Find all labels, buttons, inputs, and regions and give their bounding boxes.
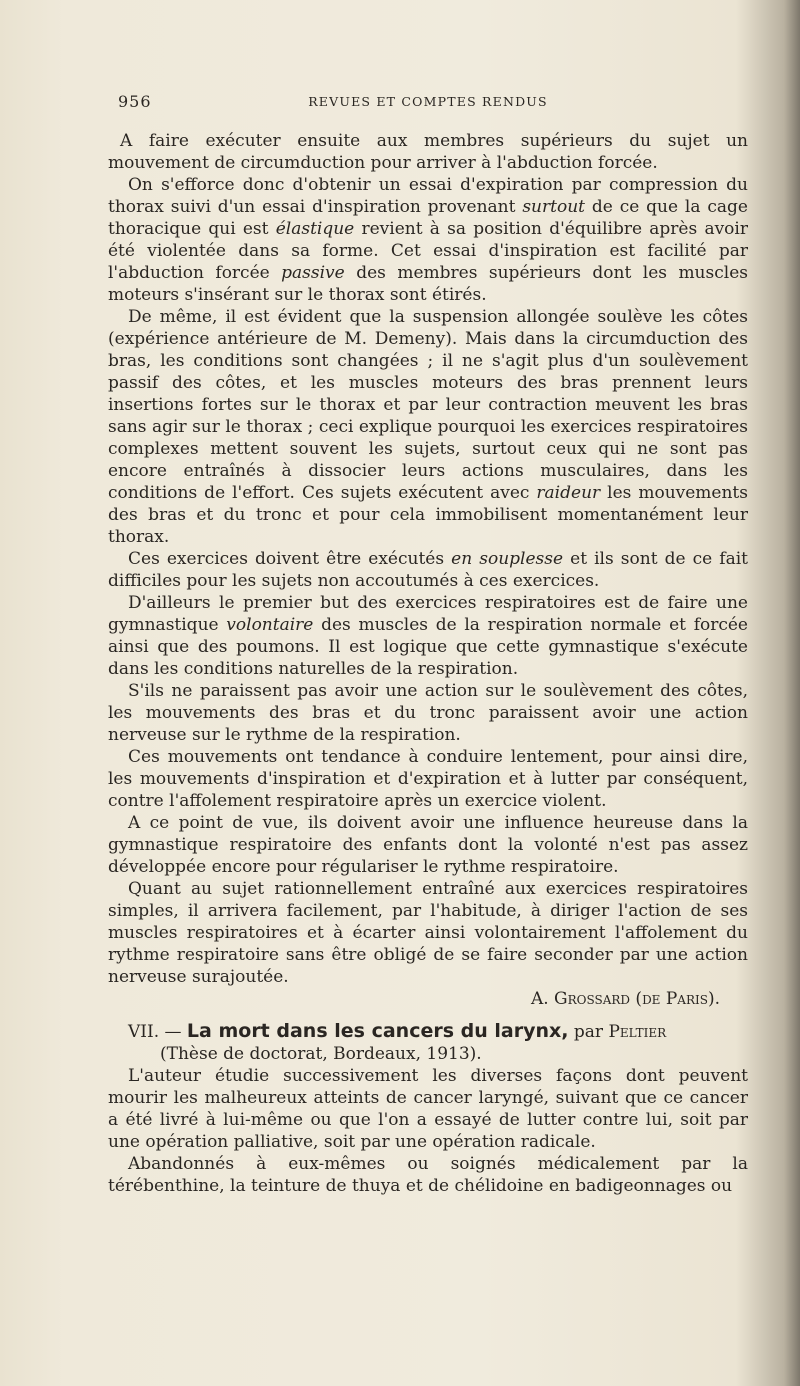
section-heading [108, 1020, 748, 1043]
signature-line [108, 988, 748, 1010]
review-signature: A. Grossard (de Paris). [530, 989, 720, 1009]
running-title: REVUES ET COMPTES RENDUS [308, 94, 548, 109]
paragraph: S'ils ne paraissent pas avoir une action sur le soulèvement des côtes, les mouvements des bras et du tronc paraissent avoir une action nerveuse sur le rythme de la respiration. [108, 681, 748, 745]
paragraph: Ces exercices doivent être exécutés en souplesse et ils sont de ce fait difficiles pour les sujets non accoutumés à ces exercices. [108, 549, 748, 591]
paragraph: A ce point de vue, ils doivent avoir une influence heureuse dans la gymnastique respiratoire des enfants dont la volonté n'est pas assez développée encore pour régulariser le rythme respiratoire. [108, 813, 748, 877]
page-number: 956 [118, 92, 152, 111]
section-title: La mort dans les cancers du larynx, [186, 1020, 569, 1042]
paragraph: D'ailleurs le premier but des exercices respiratoires est de faire une gymnastique volontaire des muscles de la respiration normale et forcée ainsi que des poumons. Il est logique que cette gymnastique s'exécute dans les conditions naturelles de la respiration. [108, 593, 748, 679]
page-header [108, 92, 748, 112]
separator [108, 1010, 748, 1020]
paragraph: Quant au sujet rationnellement entraîné aux exercices respiratoires simples, il arrivera facilement, par l'habitude, à diriger l'action de ses muscles respiratoires et à écarter ainsi volontairement l'affolement du rythme respiratoire sans être obligé de se faire seconder par une action nerveuse surajoutée. [108, 879, 748, 987]
section-author: Peltier [608, 1022, 667, 1042]
paragraph: Abandonnés à eux-mêmes ou soignés médicalement par la térébenthine, la teinture de thuya et de chélidoine en badigeonnages ou [108, 1154, 748, 1196]
paragraph: On s'efforce donc d'obtenir un essai d'expiration par compression du thorax suivi d'un essai d'inspiration provenant surtout de ce que la cage thoracique qui est élastique revient à sa position d'équilibre après avoir été violentée dans sa forme. Cet essai d'inspiration est facilité par l'abduction forcée passive des membres supérieurs dont les muscles moteurs s'insérant sur le thorax sont étirés. [108, 175, 748, 305]
section-number: VII. — [128, 1022, 182, 1042]
article-body [108, 130, 748, 1197]
paragraph: L'auteur étudie successivement les diverses façons dont peuvent mourir les malheureux atteints de cancer laryngé, suivant que ce cancer a été livré à lui-même ou que l'on a essayé de lutter contre lui, soit par une opération palliative, soit par une opération radicale. [108, 1066, 748, 1152]
paragraph: A faire exécuter ensuite aux membres supérieurs du sujet un mouvement de circumduction pour arriver à l'abduction forcée. [108, 131, 748, 173]
section-by: par [573, 1022, 604, 1042]
thesis-reference: (Thèse de doctorat, Bordeaux, 1913). [160, 1044, 482, 1064]
paragraph: De même, il est évident que la suspension allongée soulève les côtes (expérience antérieure de M. Demeny). Mais dans la circumduction des bras, les conditions sont changées ; il ne s'agit plus d'un soulèvement passif des côtes, et les muscles moteurs des bras prennent leurs insertions fortes sur le thorax et par leur contraction meuvent les bras sans agir sur le thorax ; ceci explique pourquoi les exercices respiratoires complexes mettent souvent les sujets, surtout ceux qui ne sont pas encore entraînés à dissocier leurs actions musculaires, dans les conditions de l'effort. Ces sujets exécutent avec raideur les mouvements des bras et du tronc et pour cela immobilisent momentanément leur thorax. [108, 307, 748, 547]
paragraph: Ces mouvements ont tendance à conduire lentement, pour ainsi dire, les mouvements d'inspiration et d'expiration et à lutter par conséquent, contre l'affolement respiratoire après un exercice violent. [108, 747, 748, 811]
